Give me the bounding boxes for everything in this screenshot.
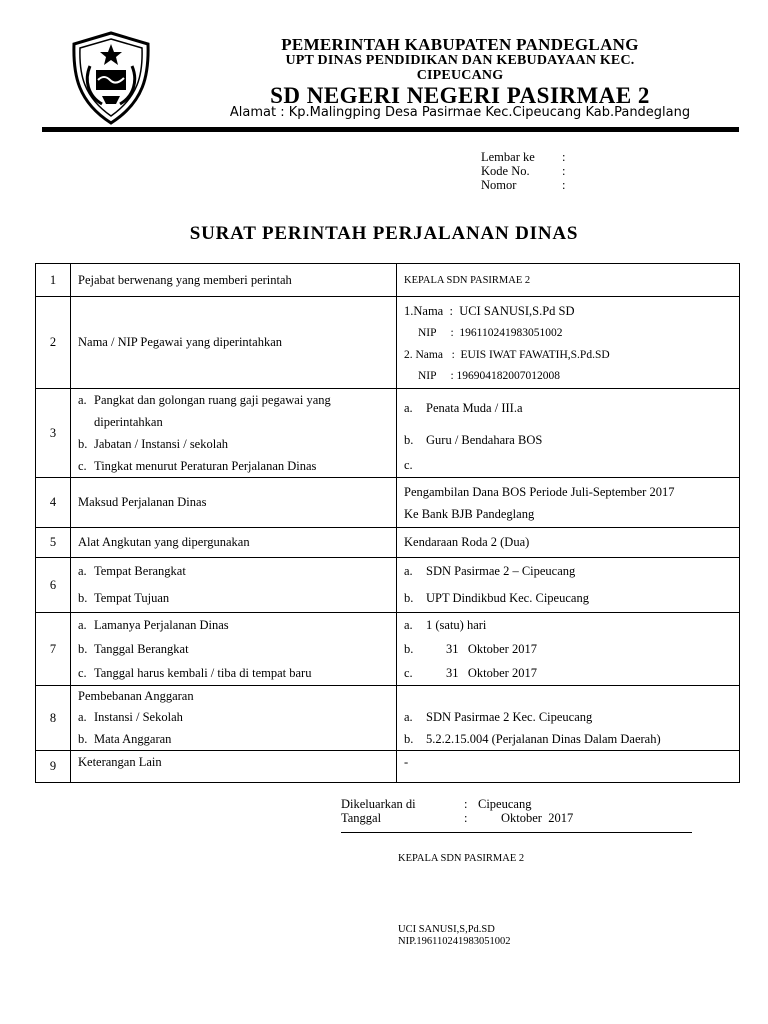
item-text: 31 Oktober 2017 [446, 666, 537, 680]
table-row [36, 751, 740, 783]
item-text: Pangkat dan golongan ruang gaji pegawai yang [94, 393, 331, 407]
item-marker: b. [404, 432, 414, 447]
row-description: Alat Angkutan yang dipergunakan [71, 528, 397, 558]
item-marker: a. [78, 564, 87, 578]
item-text: 31 Oktober 2017 [446, 641, 537, 656]
row-value: KEPALA SDN PASIRMAE 2 [397, 264, 740, 297]
table-row [36, 264, 740, 297]
issued-date-sep: : [464, 811, 468, 825]
item-text: Penata Muda / III.a [426, 401, 523, 415]
kode-label: Kode No. [481, 164, 530, 178]
item-text: Instansi / Sekolah [94, 710, 183, 724]
item-marker: a. [78, 710, 87, 724]
row-value [397, 558, 740, 613]
item-text: 5.2.2.15.004 (Perjalanan Dinas Dalam Daerah) [426, 732, 661, 746]
issued-place-value: Cipeucang [478, 797, 532, 811]
row-number: 8 [36, 686, 71, 751]
table-row [36, 478, 740, 528]
item-marker: b. [78, 437, 88, 451]
nomor-sep: : [562, 178, 566, 192]
spd-table [35, 263, 740, 783]
employee-2-nip: NIP : 196904182007012008 [418, 369, 561, 382]
item-heading: Pembebanan Anggaran [78, 689, 194, 703]
item-text: SDN Pasirmae 2 – Cipeucang [426, 564, 576, 578]
item-text: Tanggal harus kembali / tiba di tempat baru [94, 666, 312, 680]
item-marker: b. [404, 732, 414, 746]
row-description [71, 558, 397, 613]
employee-1-name: 1.Nama : UCI SANUSI,S.Pd SD [404, 303, 575, 318]
table-row [36, 528, 740, 558]
row-number: 2 [36, 297, 71, 389]
item-marker: a. [78, 393, 87, 407]
item-text-continued: diperintahkan [94, 415, 163, 429]
item-marker: a. [78, 618, 87, 632]
item-text: Mata Anggaran [94, 732, 172, 746]
table-row [36, 613, 740, 686]
item-marker: c. [78, 459, 87, 473]
purpose-line-1: Pengambilan Dana BOS Periode Juli-September 2017 [404, 484, 675, 499]
item-marker: a. [404, 401, 413, 415]
row-value [397, 297, 740, 389]
document-title: SURAT PERINTAH PERJALANAN DINAS [189, 223, 579, 244]
issued-date-label: Tanggal [341, 811, 382, 825]
row-description: Keterangan Lain [71, 751, 397, 783]
row-value [397, 686, 740, 751]
item-marker: a. [404, 564, 413, 578]
item-marker: b. [78, 641, 88, 656]
row-value [397, 389, 740, 478]
item-marker: c. [404, 666, 413, 680]
nomor-label: Nomor [481, 178, 517, 192]
letterhead-divider [42, 127, 739, 132]
item-text: SDN Pasirmae 2 Kec. Cipeucang [426, 710, 593, 724]
signatory-block [398, 924, 511, 948]
table-row [36, 686, 740, 751]
row-value [397, 613, 740, 686]
item-text: Lamanya Perjalanan Dinas [94, 618, 229, 632]
item-text: Tempat Tujuan [94, 591, 170, 605]
issued-block [341, 797, 573, 825]
item-marker: c. [404, 458, 413, 472]
lembar-label: Lembar ke [481, 150, 535, 164]
row-number: 4 [36, 478, 71, 528]
signatory-nip: NIP.196110241983051002 [398, 936, 511, 947]
table-row [36, 297, 740, 389]
row-value [397, 478, 740, 528]
employee-1-nip: NIP : 196110241983051002 [418, 326, 563, 339]
table-row [36, 558, 740, 613]
row-value: - [397, 751, 740, 783]
row-number: 3 [36, 389, 71, 478]
item-marker: b. [78, 732, 88, 746]
row-description: Nama / NIP Pegawai yang diperintahkan [71, 297, 397, 389]
item-marker: c. [78, 666, 87, 680]
signatory-title: KEPALA SDN PASIRMAE 2 [398, 853, 525, 864]
item-text: Guru / Bendahara BOS [426, 432, 543, 447]
table-row [36, 389, 740, 478]
item-marker: b. [404, 641, 414, 656]
issued-divider [341, 832, 692, 833]
item-marker: b. [404, 591, 414, 605]
letterhead-address: Alamat : Kp.Malingping Desa Pasirmae Kec.Cipeucang Kab.Pandeglang [229, 105, 691, 120]
letterhead-government: PEMERINTAH KABUPATEN PANDEGLANG [281, 35, 639, 54]
kode-sep: : [562, 164, 566, 178]
row-description [71, 389, 397, 478]
item-text: Jabatan / Instansi / sekolah [94, 437, 228, 451]
item-marker: a. [404, 710, 413, 724]
item-text: Tanggal Berangkat [94, 641, 189, 656]
row-number: 7 [36, 613, 71, 686]
signatory-name: UCI SANUSI,S,Pd.SD [398, 924, 495, 935]
item-text: Tingkat menurut Peraturan Perjalanan Dinas [94, 459, 317, 473]
issued-place-sep: : [464, 797, 468, 811]
row-description: Maksud Perjalanan Dinas [71, 478, 397, 528]
item-text: 1 (satu) hari [426, 618, 487, 632]
row-number: 1 [36, 264, 71, 297]
employee-2-name: 2. Nama : EUIS IWAT FAWATIH,S.Pd.SD [404, 348, 610, 361]
item-text: UPT Dindikbud Kec. Cipeucang [426, 591, 589, 605]
issued-date-value: Oktober 2017 [501, 811, 574, 825]
row-number: 5 [36, 528, 71, 558]
purpose-line-2: Ke Bank BJB Pandeglang [404, 506, 535, 521]
issued-place-label: Dikeluarkan di [341, 797, 416, 811]
document-meta [481, 150, 565, 192]
item-marker: a. [404, 618, 413, 632]
lembar-sep: : [562, 150, 566, 164]
item-text: Tempat Berangkat [94, 564, 186, 578]
row-description [71, 613, 397, 686]
item-marker: b. [78, 591, 88, 605]
row-value: Kendaraan Roda 2 (Dua) [397, 528, 740, 558]
letterhead-district: CIPEUCANG [416, 68, 504, 83]
pandeglang-emblem-logo [68, 30, 154, 126]
letterhead-department: UPT DINAS PENDIDIKAN DAN KEBUDAYAAN KEC. [285, 53, 635, 68]
letterhead-school-name: SD NEGERI NEGERI PASIRMAE 2 [270, 83, 650, 108]
row-number: 6 [36, 558, 71, 613]
row-number: 9 [36, 751, 71, 783]
row-description [71, 686, 397, 751]
row-description: Pejabat berwenang yang memberi perintah [71, 264, 397, 297]
